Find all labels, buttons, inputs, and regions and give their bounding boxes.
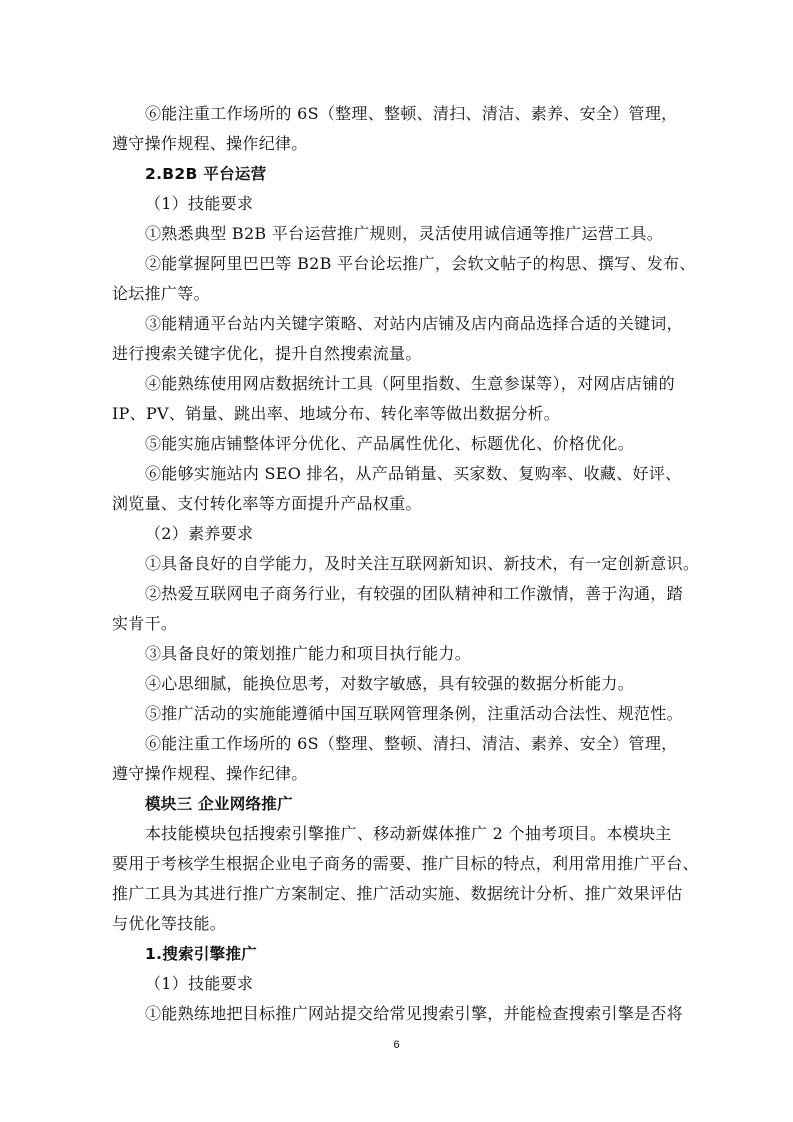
paragraph-line: ②能掌握阿里巴巴等 B2B 平台论坛推广，会软文帖子的构思、撰写、发布、 — [145, 254, 696, 273]
paragraph-line: ⑥能够实施站内 SEO 排名，从产品销量、买家数、复购率、收藏、好评、 — [145, 464, 682, 483]
subsection-heading: （1）技能要求 — [145, 974, 254, 993]
subsection-heading: （1）技能要求 — [145, 194, 254, 213]
paragraph-line: ③能精通平台站内关键字策略、对站内店铺及店内商品选择合适的关键词， — [145, 314, 683, 333]
paragraph-line: 要用于考核学生根据企业电子商务的需要、推广目标的特点，利用常用推广平台、 — [112, 854, 699, 873]
paragraph-line: 推广工具为其进行推广方案制定、推广活动实施、数据统计分析、推广效果评估 — [112, 884, 683, 903]
section-heading: 1.搜索引擎推广 — [145, 945, 258, 963]
section-heading: 2.B2B 平台运营 — [145, 165, 267, 183]
subsection-heading: （2）素养要求 — [145, 524, 254, 543]
paragraph-line: ⑤推广活动的实施能遵循中国互联网管理条例，注重活动合法性、规范性。 — [145, 704, 683, 723]
paragraph-line: 与优化等技能。 — [112, 914, 227, 933]
paragraph-line: ①能熟练地把目标推广网站提交给常见搜索引擎，并能检查搜索引擎是否将 — [145, 1004, 683, 1023]
paragraph-line: 浏览量、支付转化率等方面提升产品权重。 — [112, 494, 422, 513]
paragraph-line: 遵守操作规程、操作纪律。 — [112, 134, 308, 153]
paragraph-line: ③具备良好的策划推广能力和项目执行能力。 — [145, 644, 472, 663]
paragraph-line: ④心思细腻，能换位思考，对数字敏感，具有较强的数据分析能力。 — [145, 674, 635, 693]
paragraph-line: 实肯干。 — [112, 614, 178, 633]
paragraph-line: 本技能模块包括搜索引擎推广、移动新媒体推广 2 个抽考项目。本模块主 — [145, 824, 672, 843]
paragraph-line: IP、PV、销量、跳出率、地域分布、转化率等做出数据分析。 — [112, 404, 561, 423]
paragraph-line: ②热爱互联网电子商务行业，有较强的团队精神和工作激情，善于沟通，踏 — [145, 584, 683, 603]
paragraph-line: 进行搜索关键字优化，提升自然搜索流量。 — [112, 344, 422, 363]
paragraph-line: ①熟悉典型 B2B 平台运营推广规则，灵活使用诚信通等推广运营工具。 — [145, 224, 664, 243]
page-number: 6 — [393, 1039, 400, 1051]
paragraph-line: ⑥能注重工作场所的 6S（整理、整顿、清扫、清洁、素养、安全）管理， — [145, 734, 678, 753]
paragraph-line: ⑤能实施店铺整体评分优化、产品属性优化、标题优化、价格优化。 — [145, 434, 635, 453]
paragraph-line: ④能熟练使用网店数据统计工具（阿里指数、生意参谋等），对网店店铺的 — [145, 374, 675, 393]
paragraph-line: ①具备良好的自学能力，及时关注互联网新知识、新技术，有一定创新意识。 — [145, 554, 700, 573]
paragraph-line: 论坛推广等。 — [112, 284, 210, 303]
paragraph-line: ⑥能注重工作场所的 6S（整理、整顿、清扫、清洁、素养、安全）管理， — [145, 104, 678, 123]
paragraph-line: 遵守操作规程、操作纪律。 — [112, 764, 308, 783]
module-heading: 模块三 企业网络推广 — [145, 795, 293, 813]
